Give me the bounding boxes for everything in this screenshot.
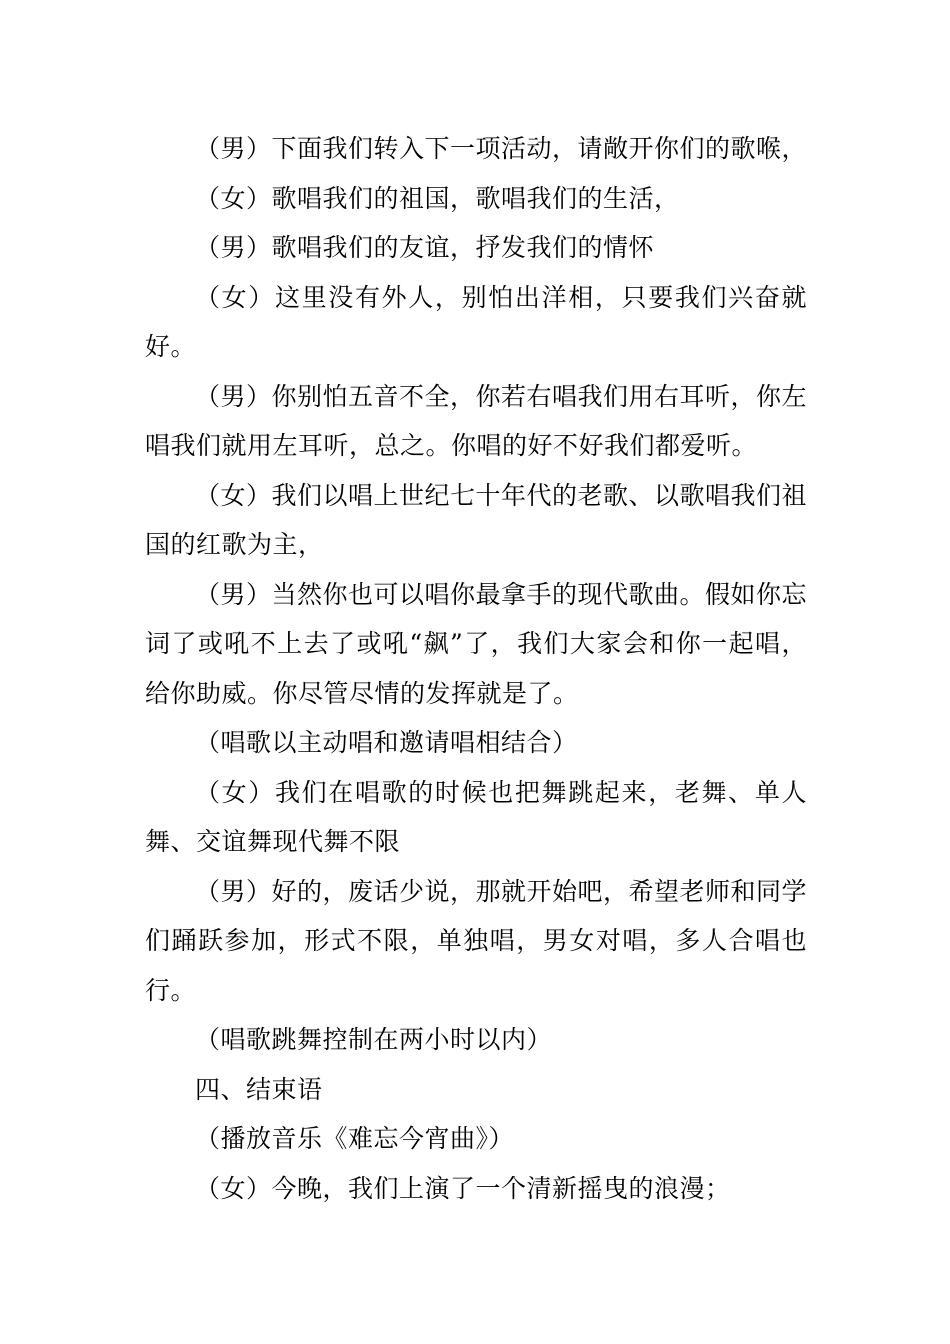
paragraph-female-sing-motherland: （女）歌唱我们的祖国，歌唱我们的生活， [195,183,680,213]
paragraph-female-old-songs: （女）我们以唱上世纪七十年代的老歌、以歌唱我们祖国的红歌为主， [145,480,808,559]
section-heading-closing: 四、结束语 [195,1074,323,1104]
paragraph-female-no-outsiders: （女）这里没有外人，别怕出洋相，只要我们兴奋就好。 [145,282,807,361]
paragraph-female-tonight: （女）今晚，我们上演了一个清新摇曳的浪漫； [195,1173,731,1203]
paragraph-female-dance: （女）我们在唱歌的时候也把舞跳起来，老舞、单人舞、交谊舞现代舞不限 [145,777,807,856]
paragraph-male-sing-friendship: （男）歌唱我们的友谊，抒发我们的情怀 [195,233,655,262]
document-body [145,124,807,1213]
paragraph-male-next-activity: （男）下面我们转入下一项活动，请敞开你们的歌喉， [195,134,808,163]
stage-note-music: （播放音乐《难忘今宵曲》） [195,1124,515,1153]
stage-note-singing: （唱歌以主动唱和邀请唱相结合） [195,728,578,757]
paragraph-male-start: （男）好的，废话少说，那就开始吧，希望老师和同学们踊跃参加，形式不限，单独唱，男女对唱，多人合唱也行。 [145,876,808,1005]
paragraph-male-dont-fear: （男）你别怕五音不全，你若右唱我们用右耳听，你左唱我们就用左耳听，总之。你唱的好不好我们都爱听。 [145,381,808,460]
paragraph-male-modern-songs: （男）当然你也可以唱你最拿手的现代歌曲。假如你忘词了或吼不上去了或吼“飙”了，我们大家会和你一起唱，给你助威。你尽管尽情的发挥就是了。 [145,579,808,708]
stage-note-time-limit: （唱歌跳舞控制在两小时以内） [195,1025,553,1054]
